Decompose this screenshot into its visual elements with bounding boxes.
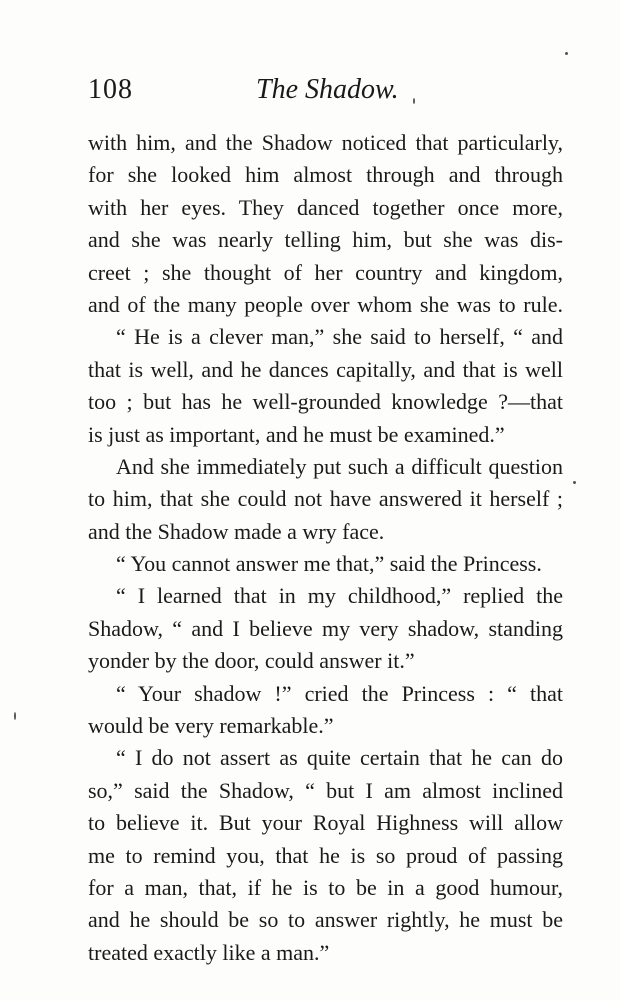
text-line: to him, that she could not have answered it herself ; [88,486,563,512]
text-line: for she looked him almost through and through [88,162,563,188]
text-line: “ I learned that in my childhood,” replied the [116,583,563,609]
text-line: “ You cannot answer me that,” said the Princess. [116,551,542,577]
ink-speck [573,481,576,484]
text-line: “ He is a clever man,” she said to herself, “ and [116,324,563,350]
text-line: is just as important, and he must be examined.” [88,421,505,447]
text-line: “ I do not assert as quite certain that he can do [116,745,563,771]
ink-speck [413,98,415,104]
text-line: and the Shadow made a wry face. [88,518,385,544]
text-line: and he should be so to answer rightly, he must be [88,907,563,933]
page-number: 108 [88,74,133,105]
text-line: to believe it. But your Royal Highness will allow [88,810,563,836]
text-line: so,” said the Shadow, “ but I am almost inclined [88,777,563,803]
text-line: Shadow, “ and I believe my very shadow, standing [88,615,563,641]
page-header [88,70,560,110]
text-line: and of the many people over whom she was to rule. [88,291,563,317]
text-line: too ; but has he well-grounded knowledge ?—that [88,389,563,415]
body-text [88,127,563,969]
text-line: and she was nearly telling him, but she was dis- [88,227,563,253]
ink-speck [14,712,16,720]
text-line: creet ; she thought of her country and kingdom, [88,259,563,285]
text-line: would be very remarkable.” [88,713,334,739]
ink-speck [565,52,568,55]
text-line: that is well, and he dances capitally, and that is well [88,356,563,382]
running-title: The Shadow. [256,74,399,105]
text-line: with her eyes. They danced together once more, [88,194,563,220]
text-line: “ Your shadow !” cried the Princess : “ that [116,680,563,706]
text-line: yonder by the door, could answer it.” [88,648,415,674]
text-line: treated exactly like a man.” [88,939,330,965]
text-line: for a man, that, if he is to be in a good humour, [88,874,563,900]
text-line: And she immediately put such a difficult question [116,453,563,479]
text-line: me to remind you, that he is so proud of passing [88,842,563,868]
text-line: with him, and the Shadow noticed that particularly, [88,130,563,155]
